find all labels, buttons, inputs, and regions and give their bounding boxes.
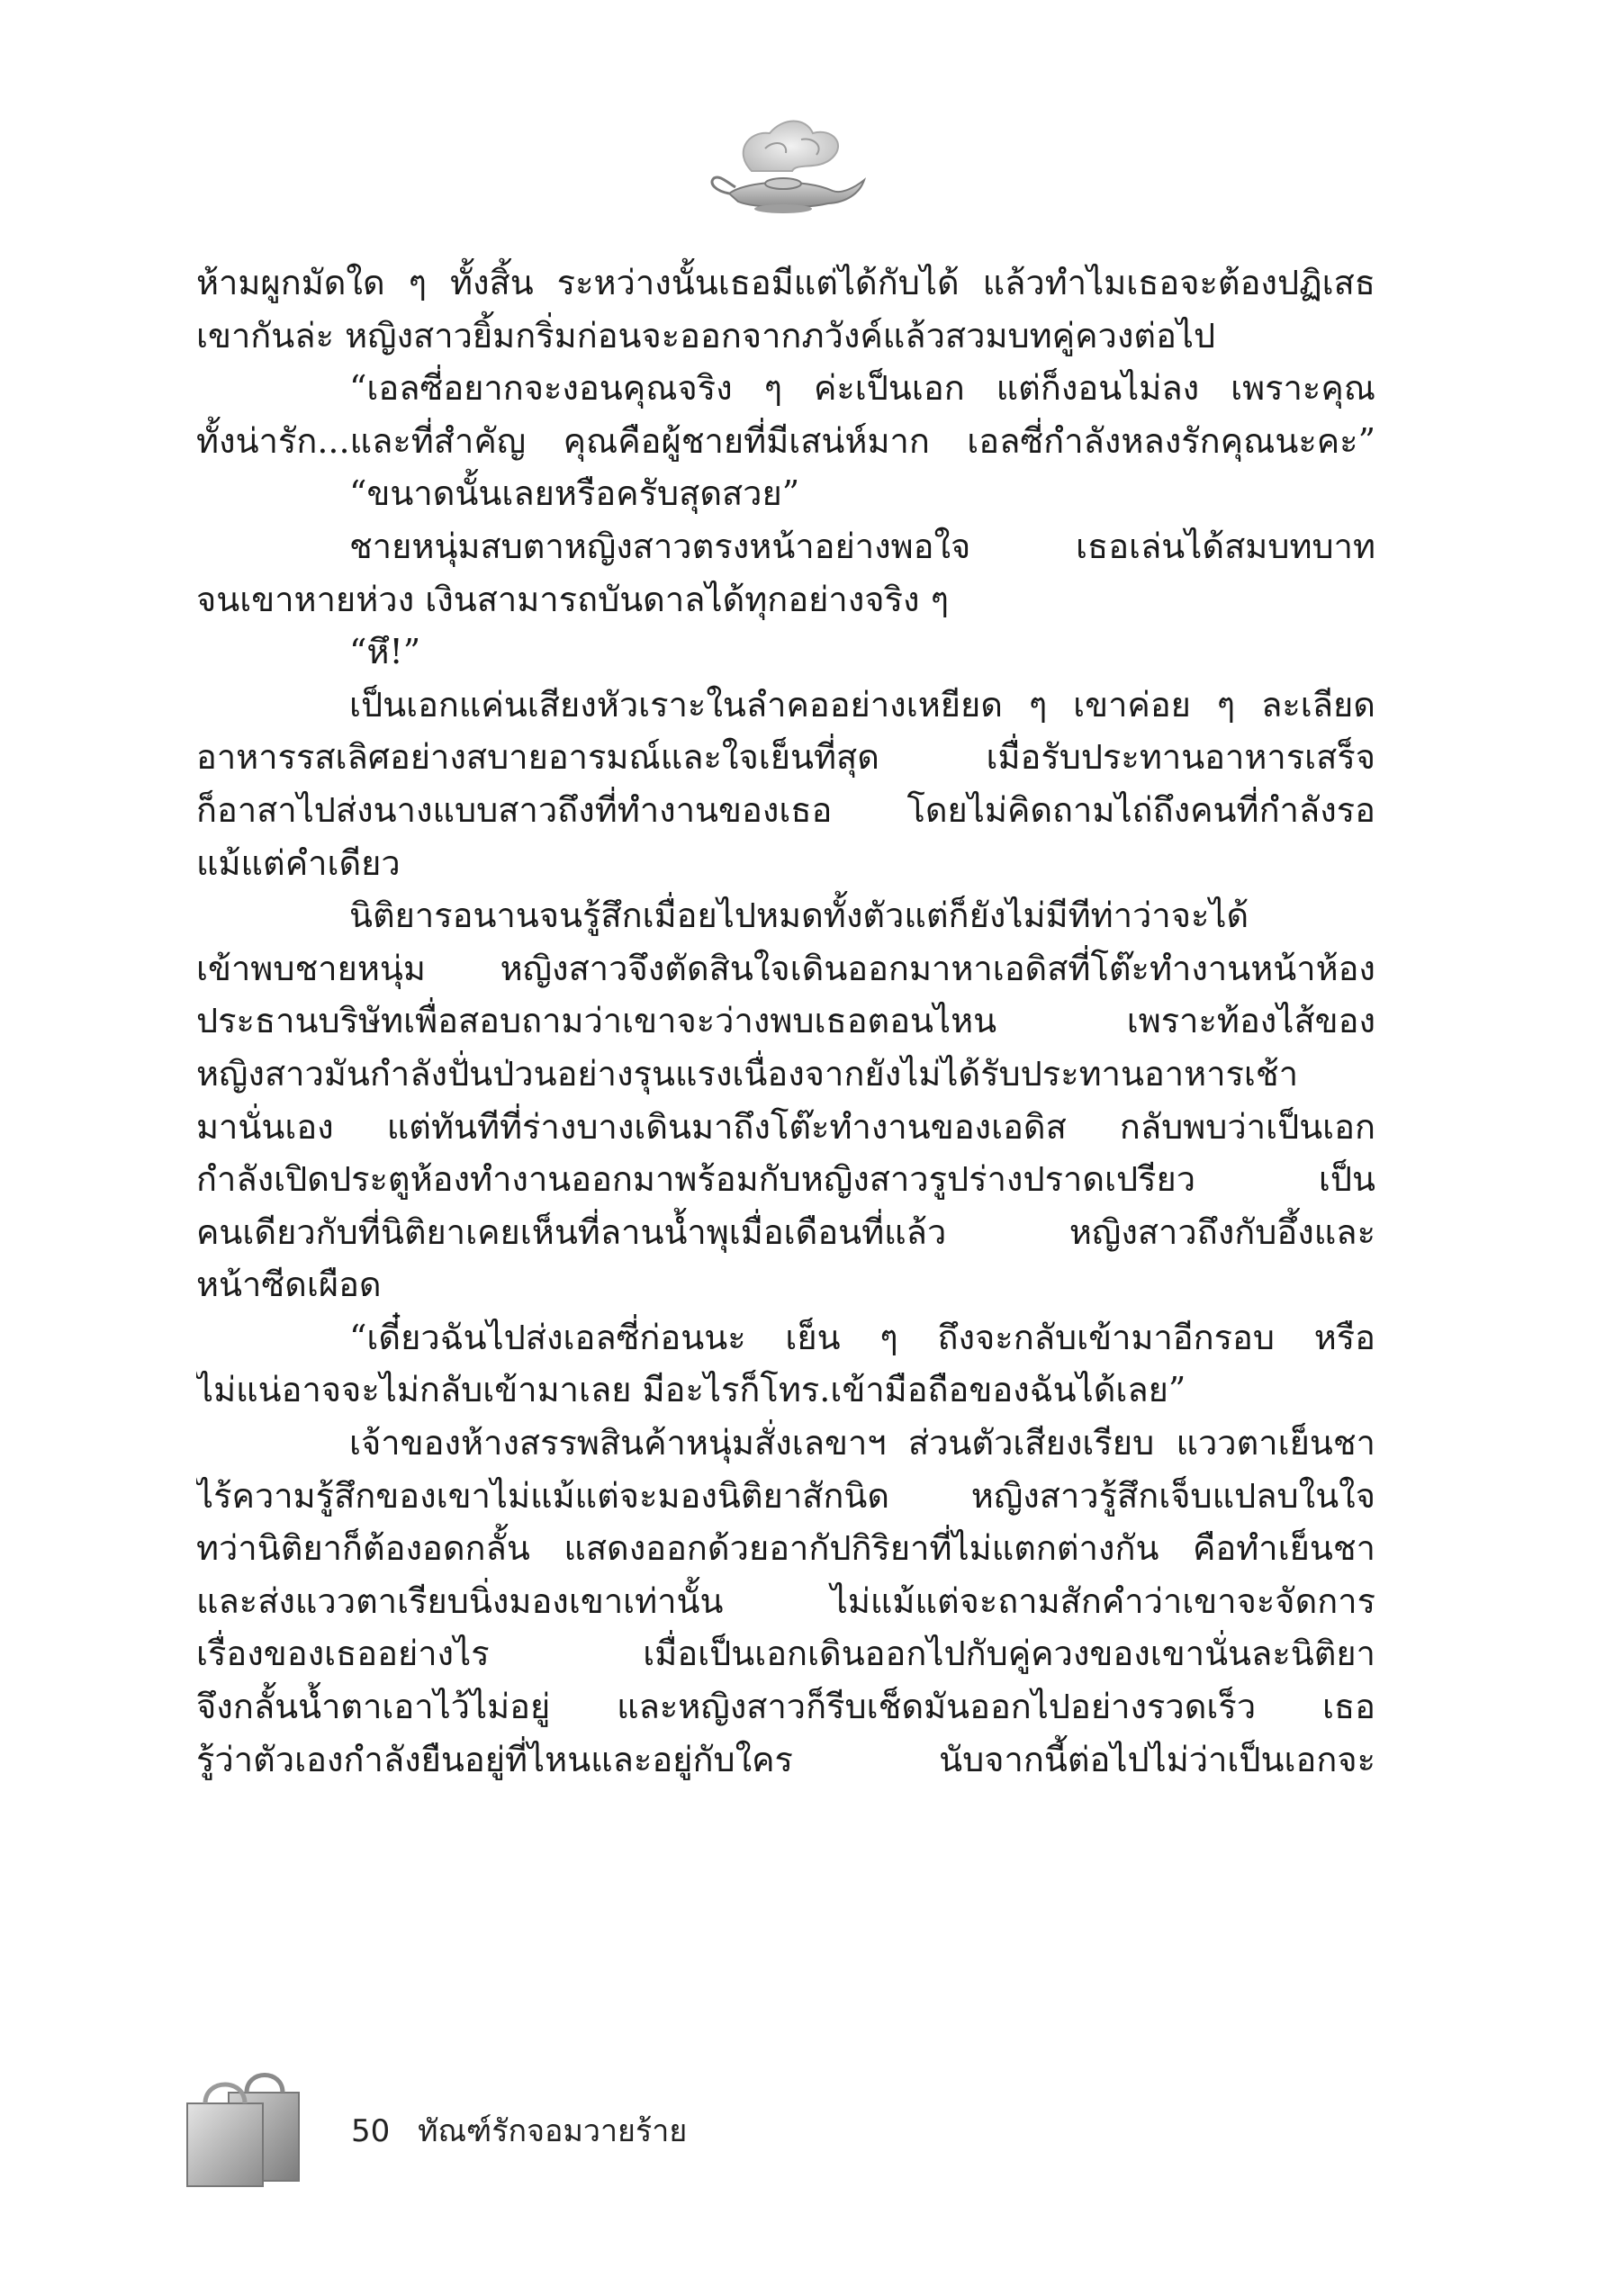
text-line: “ขนาดนั้นเลยหรือครับสุดสวย” — [349, 473, 800, 514]
text-line: ไร้ความรู้สึกของเขาไม่แม้แต่จะมองนิติยาสักนิด หญิงสาวรู้สึกเจ็บแปลบในใจ — [196, 1475, 1375, 1516]
text-line: ห้ามผูกมัดใด ๆ ทั้งสิ้น ระหว่างนั้นเธอมีแต่ได้กับได้ แล้วทำไมเธอจะต้องปฏิเสธ — [196, 263, 1375, 302]
text-line: มานั่นเอง แต่ทันทีที่ร่างบางเดินมาถึงโต๊ะทำงานของเอดิส กลับพบว่าเป็นเอก — [196, 1106, 1375, 1147]
magic-lamp-icon — [698, 108, 869, 216]
text-line: ประธานบริษัทเพื่อสอบถามว่าเขาจะว่างพบเธอตอนไหน เพราะท้องไส้ของ — [196, 1001, 1375, 1041]
text-line: จึงกลั้นน้ำตาเอาไว้ไม่อยู่ และหญิงสาวก็รีบเช็ดมันออกไปอย่างรวดเร็ว เธอ — [196, 1687, 1375, 1727]
text-line: ทั้งน่ารัก...และที่สำคัญ คุณคือผู้ชายที่มีเสน่ห์มาก เอลซี่กำลังหลงรักคุณนะคะ” — [196, 420, 1375, 461]
text-line: “เดี๋ยวฉันไปส่งเอลซี่ก่อนนะ เย็น ๆ ถึงจะกลับเข้ามาอีกรอบ หรือ — [349, 1317, 1375, 1357]
text-line: หน้าซีดเผือด — [196, 1265, 382, 1305]
text-line: อาหารรสเลิศอย่างสบายอารมณ์และใจเย็นที่สุด เมื่อรับประทานอาหารเสร็จ — [196, 737, 1375, 778]
text-line: คนเดียวกับที่นิติยาเคยเห็นที่ลานน้ำพุเมื่อเดือนที่แล้ว หญิงสาวถึงกับอึ้งและ — [196, 1211, 1375, 1252]
text-line: แม้แต่คำเดียว — [196, 842, 401, 883]
shopping-bags-icon — [176, 2057, 311, 2192]
text-line: หญิงสาวมันกำลังปั่นป่วนอย่างรุนแรงเนื่องจากยังไม่ได้รับประทานอาหารเช้า — [196, 1053, 1299, 1094]
body-text — [196, 257, 1375, 1786]
text-line: เข้าพบชายหนุ่ม หญิงสาวจึงตัดสินใจเดินออกมาหาเอดิสที่โต๊ะทำงานหน้าห้อง — [196, 948, 1375, 988]
text-line: และส่งแววตาเรียบนิ่งมองเขาเท่านั้น ไม่แม้แต่จะถามสักคำว่าเขาจะจัดการ — [196, 1580, 1375, 1621]
text-line: กำลังเปิดประตูห้องทำงานออกมาพร้อมกับหญิงสาวรูปร่างปราดเปรียว เป็น — [196, 1159, 1375, 1200]
text-line: “เอลซี่อยากจะงอนคุณจริง ๆ ค่ะเป็นเอก แต่ก็งอนไม่ลง เพราะคุณ — [349, 368, 1375, 409]
page-footer — [351, 2106, 687, 2155]
book-title: ทัณฑ์รักจอมวายร้าย — [418, 2113, 688, 2149]
text-line: รู้ว่าตัวเองกำลังยืนอยู่ที่ไหนและอยู่กับใคร นับจากนี้ต่อไปไม่ว่าเป็นเอกจะ — [196, 1739, 1375, 1779]
text-line: เจ้าของห้างสรรพสินค้าหนุ่มสั่งเลขาฯ ส่วนตัวเสียงเรียบ แววตาเย็นชา — [349, 1423, 1375, 1463]
text-line: จนเขาหายห่วง เงินสามารถบันดาลได้ทุกอย่างจริง ๆ — [196, 579, 950, 619]
text-line: ก็อาสาไปส่งนางแบบสาวถึงที่ทำงานของเธอ โดยไม่คิดถามไถ่ถึงคนที่กำลังรอ — [196, 789, 1375, 830]
text-line: ชายหนุ่มสบตาหญิงสาวตรงหน้าอย่างพอใจ เธอเล่นได้สมบทบาท — [349, 526, 1375, 566]
text-line: เขากันล่ะ หญิงสาวยิ้มกริ่มก่อนจะออกจากภวังค์แล้วสวมบทคู่ควงต่อไป — [196, 315, 1216, 356]
text-line: ไม่แน่อาจจะไม่กลับเข้ามาเลย มีอะไรก็โทร.เข้ามือถือของฉันได้เลย” — [196, 1370, 1186, 1410]
page-number: 50 — [351, 2113, 391, 2149]
text-line: ทว่านิติยาก็ต้องอดกลั้น แสดงออกด้วยอากัปกิริยาที่ไม่แตกต่างกัน คือทำเย็นชา — [196, 1528, 1375, 1569]
text-line: นิติยารอนานจนรู้สึกเมื่อยไปหมดทั้งตัวแต่ก็ยังไม่มีทีท่าว่าจะได้ — [349, 896, 1249, 936]
text-line: เป็นเอกแค่นเสียงหัวเราะในลำคออย่างเหยียด ๆ เขาค่อย ๆ ละเลียด — [349, 684, 1375, 725]
text-line: “หึ!” — [349, 632, 421, 672]
text-line: เรื่องของเธออย่างไร เมื่อเป็นเอกเดินออกไปกับคู่ควงของเขานั่นละนิติยา — [196, 1634, 1375, 1674]
